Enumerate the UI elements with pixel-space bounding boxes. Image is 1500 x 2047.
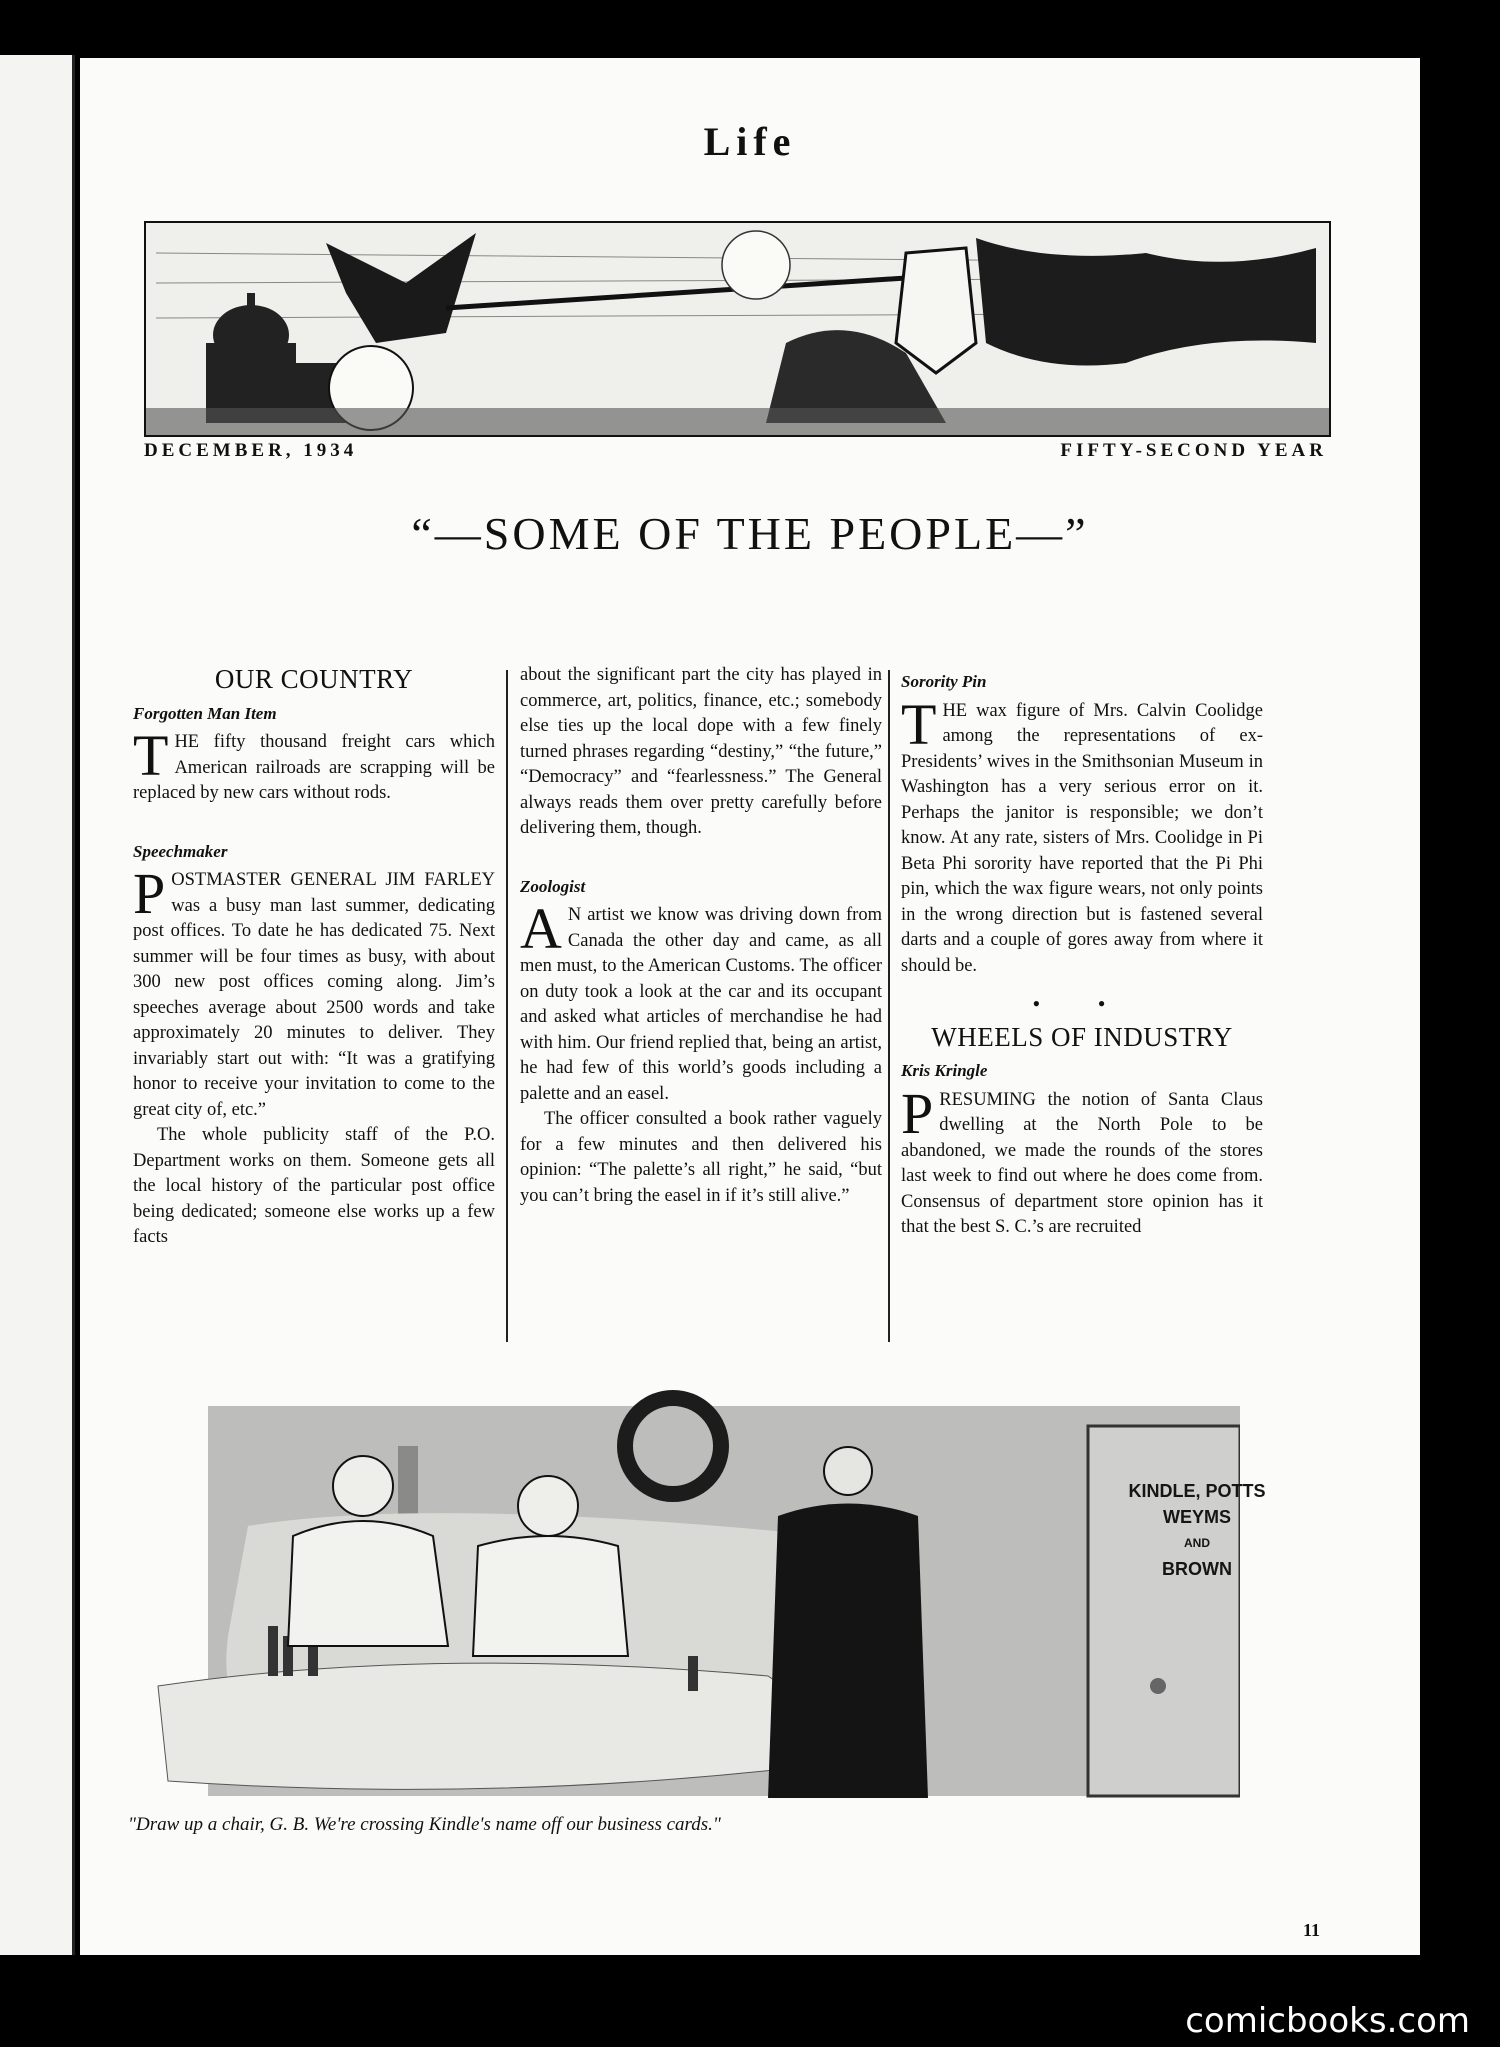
section-separator: • • xyxy=(1032,991,1132,1016)
article-column-1 xyxy=(133,663,495,1251)
item-heading: Forgotten Man Item xyxy=(133,703,277,723)
page-headline: “—SOME OF THE PEOPLE—” xyxy=(411,508,1089,559)
paragraph-text: OSTMASTER GENERAL JIM FARLEY was a busy man last summer, dedicating post offices. To date he has dedicated 75. Next summer will be four times as busy, with about 300 new post offices coming along. Jim’s speeches average about 2500 words and take approximately 20 minutes to deliver. They invariably start out with: “It was a gratifying honor to receive your invitation to come to the great city of, etc.” xyxy=(133,870,495,1120)
drop-cap: T xyxy=(133,723,169,788)
door-sign-line: AND xyxy=(1184,1536,1210,1550)
column-rule xyxy=(506,670,508,1342)
issue-date: DECEMBER, 1934 xyxy=(144,440,358,461)
article-column-2 xyxy=(520,663,882,1209)
item-heading: Kris Kringle xyxy=(901,1061,988,1080)
door-sign xyxy=(1112,1478,1282,1582)
masthead-illustration xyxy=(144,221,1331,437)
item-heading: Speechmaker xyxy=(133,841,228,861)
cartoon-caption: "Draw up a chair, G. B. We're crossing Kindle's name off our business cards." xyxy=(128,1814,721,1835)
door-sign-line: BROWN xyxy=(1162,1559,1232,1579)
paragraph-text: N artist we know was driving down from Canada the other day and came, as all men must, to the American Customs. The officer on duty took a look at the car and its occupant and asked what articles of merchandise he had with him. Our friend replied that, being an artist, he had few of this world’s goods including a palette and an easel. xyxy=(520,905,882,1104)
section-title-our-country: OUR COUNTRY xyxy=(214,664,414,694)
item-paragraph xyxy=(901,1080,1263,1241)
site-watermark: comicbooks.com xyxy=(1185,2001,1470,2041)
item-paragraph xyxy=(520,896,882,1107)
item-paragraph: The officer consulted a book rather vaguely for a few minutes and then delivered his opinion: “The palette’s all right,” he said, “but you can’t bring the easel in if it’s still alive.” xyxy=(520,1109,882,1206)
drop-cap: P xyxy=(133,861,166,926)
item-paragraph xyxy=(133,861,495,1123)
section-title-wheels-of-industry: WHEELS OF INDUSTRY xyxy=(931,1021,1233,1052)
item-paragraph xyxy=(133,723,495,807)
article-column-3 xyxy=(901,663,1263,1241)
door-sign-line: WEYMS xyxy=(1162,1507,1231,1527)
paragraph-text: RESUMING the notion of Santa Claus dwelling at the North Pole to be abandoned, we made the rounds of the stores last week to find out where he does come from. Consensus of department store opinion has it that the best S. C.’s are recruited xyxy=(901,1089,1263,1237)
item-heading: Zoologist xyxy=(520,876,586,896)
drop-cap: A xyxy=(520,896,562,961)
item-paragraph xyxy=(901,691,1263,980)
drop-cap: P xyxy=(901,1080,934,1146)
column-rule xyxy=(888,670,890,1342)
masthead: Life xyxy=(703,119,797,164)
facing-page-edge xyxy=(0,55,75,1955)
publication-year-line: FIFTY-SECOND YEAR xyxy=(1060,440,1327,461)
magazine-page xyxy=(80,58,1420,1955)
cartoon-illustration xyxy=(128,1386,1240,1798)
continued-paragraph: about the significant part the city has played in commerce, art, politics, finance, etc.; somebody else ties up the local dope with a few finely turned phrases regarding “destiny,” “the future,” “Democracy” and “fearlessness.” The General always reads them over pretty carefully before delivering them, though. xyxy=(520,665,882,838)
item-paragraph: The whole publicity staff of the P.O. Department works on them. Someone gets all the local history of the particular post office being dedicated; someone else works up a few facts xyxy=(133,1125,495,1247)
item-heading: Sorority Pin xyxy=(901,672,987,691)
paragraph-text: HE fifty thousand freight cars which American railroads are scrapping will be replaced by new cars without rods. xyxy=(133,732,495,803)
paragraph-text: HE wax figure of Mrs. Calvin Coolidge among the representations of ex-Presidents’ wives in the Smithsonian Museum in Washington has a very serious error on it. Perhaps the janitor is responsible; we don’t know. At any rate, sisters of Mrs. Coolidge in Pi Beta Phi sorority have reported that the Pi Phi pin, which the wax figure wears, not only points in the wrong direction but is fastened several darts and a couple of gores away from where it should be. xyxy=(901,700,1263,976)
door-sign-line: KINDLE, POTTS xyxy=(1128,1481,1266,1501)
page-number: 11 xyxy=(1302,1920,1320,1940)
drop-cap: T xyxy=(901,691,937,757)
